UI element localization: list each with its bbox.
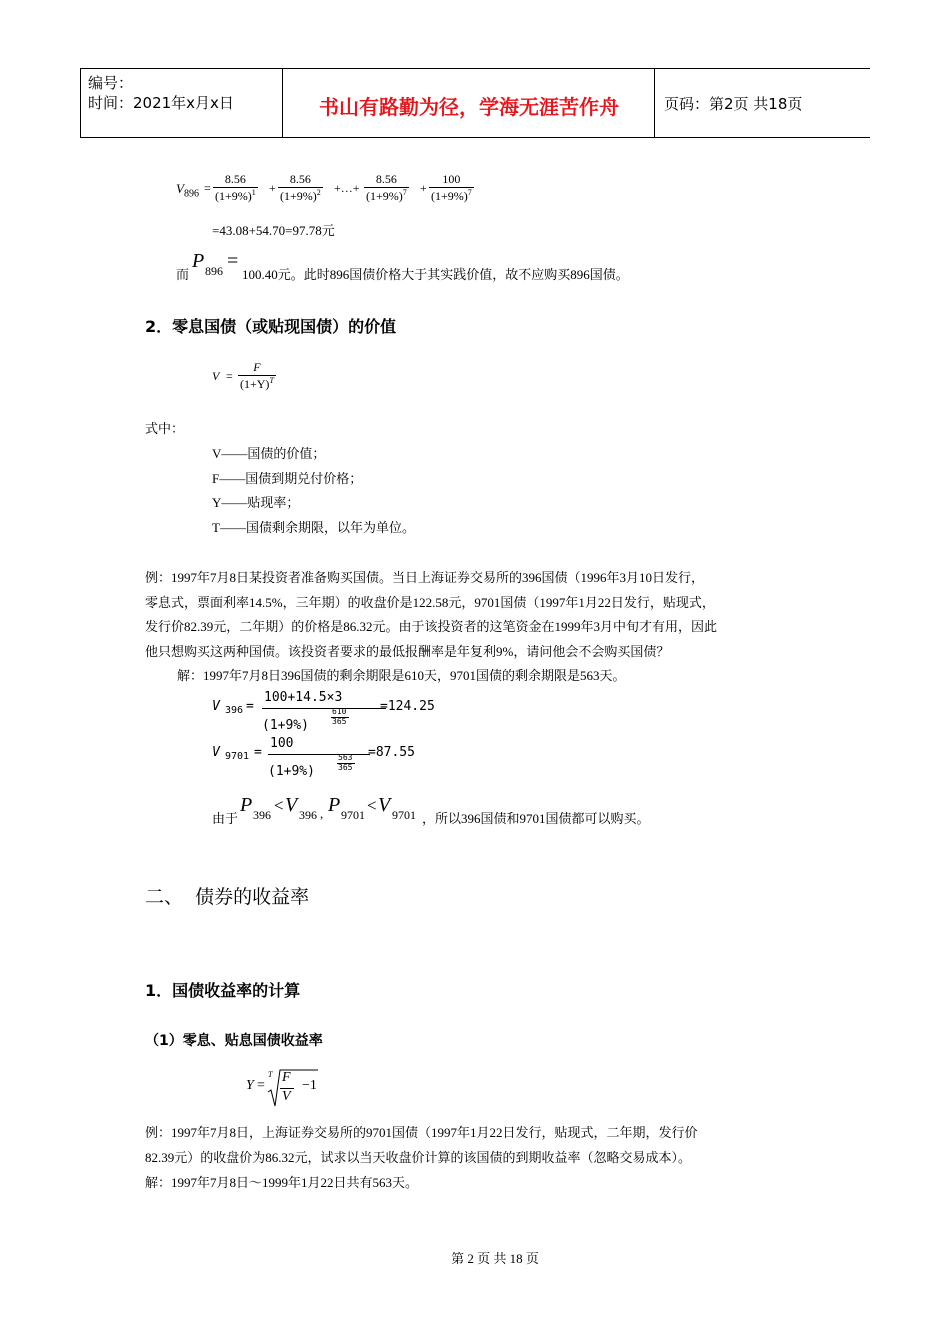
denominator-base: (1+9%) [431, 189, 468, 203]
formula-zero-coupon [212, 360, 312, 396]
fraction-numerator: 8.56 [224, 172, 246, 186]
minus-one: −1 [302, 1078, 317, 1093]
denominator-base: (1+Y) [240, 377, 270, 391]
fraction-bar [268, 754, 370, 755]
denominator-exponent: T [269, 376, 274, 385]
chapter-2-title: 二、 债券的收益率 [145, 886, 310, 908]
plus-sign: + [269, 181, 276, 195]
plus-ellipsis: +…+ [334, 181, 360, 195]
exponent-denominator: 365 [338, 763, 353, 772]
fraction-denominator [213, 188, 258, 204]
definition-item: V——国债的价值； [212, 446, 326, 461]
definition-item: F——国债到期兑付价格； [212, 470, 363, 486]
v-subscript: 9701 [225, 751, 250, 762]
fraction [238, 360, 276, 392]
radical-sign-icon [266, 1068, 326, 1108]
v-subscript: 896 [183, 188, 199, 200]
fraction-numerator: 100+14.5×3 [264, 690, 343, 705]
example-2-line: 解：1997年7月8日～1999年1月22日共有563天。 [145, 1175, 419, 1190]
p-symbol: P [192, 250, 205, 272]
header-time: 时间：2021年x月x日 [88, 94, 234, 112]
v-symbol: V [212, 369, 220, 383]
formula-result: =87.55 [368, 745, 415, 760]
denominator-base: (1+9%) [280, 189, 317, 203]
header-divider-2 [654, 69, 655, 137]
fraction-numerator: 100 [442, 172, 461, 186]
formula-v896 [176, 172, 506, 212]
where-label: 式中： [145, 421, 185, 436]
less-than-sign: < [367, 796, 377, 815]
fraction-denominator [278, 188, 323, 204]
example-1-line: 例：1997年7月8日某投资者准备购买国债。当日上海证券交易所的396国债（1996年3月10日发行， [145, 570, 705, 585]
p-subscript: 896 [205, 264, 223, 278]
fraction-term-2 [278, 172, 323, 204]
v-subscript: 9701 [392, 808, 416, 822]
p-subscript: 9701 [341, 808, 365, 822]
formula-v9701 [212, 736, 492, 780]
comma: , [320, 806, 324, 821]
fraction-numerator: F [253, 360, 261, 374]
header-page-info: 页码：第2页 共18页 [664, 95, 803, 113]
y-symbol: Y [246, 1078, 254, 1093]
formula-v896-lhs [176, 181, 199, 200]
example-1-line: 零息式，票面利率14.5%，三年期）的收盘价是122.58元，9701国债（1997年1月22日发行，贴现式， [145, 594, 715, 610]
definition-item: T——国债剩余期限，以年为单位。 [212, 519, 415, 535]
v-symbol: V [176, 181, 184, 196]
definition-item: Y——贴现率； [212, 495, 300, 510]
v-symbol: V [212, 745, 220, 760]
fraction-bar [262, 708, 386, 709]
equals-sign: = [227, 250, 239, 272]
v-symbol: V [285, 794, 298, 816]
page-header [80, 68, 870, 138]
equals-sign: = [226, 369, 233, 383]
denominator-base: (1+9%) [366, 189, 403, 203]
section-2-title: 2．零息国债（或贴现国债）的价值 [145, 317, 397, 336]
header-motto: 书山有路勤为径，学海无涯苦作舟 [319, 95, 619, 119]
solution-1: 解：1997年7月8日396国债的剩余期限是610天，9701国债的剩余期限是563天。 [177, 668, 626, 683]
fraction-numerator: 100 [270, 736, 294, 751]
fraction-numerator: 8.56 [375, 172, 397, 186]
p-symbol: P [240, 794, 253, 816]
header-number: 编号： [88, 74, 134, 92]
denominator-exponent: 2 [316, 188, 321, 197]
v-subscript: 396 [299, 808, 317, 822]
fraction-denominator [364, 188, 409, 204]
example-1 [145, 566, 825, 689]
fraction-numerator: F [282, 1070, 291, 1085]
fraction-numerator: 8.56 [289, 172, 311, 186]
exponent-numerator: 610 [332, 707, 347, 716]
equals-sign: = [246, 699, 254, 714]
denominator-base: (1+9%) [215, 189, 252, 203]
p896-line [176, 252, 776, 282]
example-2 [145, 1120, 825, 1195]
v-symbol: V [378, 794, 391, 816]
header-meta [88, 73, 234, 113]
header-border-left [80, 69, 81, 137]
formula-v396 [212, 690, 492, 734]
example-1-line: 发行价82.39元，二年期）的价格是86.32元。由于该投资者的这笔资金在1999年3月中旬才有用，因此 [145, 619, 718, 634]
definition-list [212, 442, 415, 540]
v-subscript: 396 [225, 705, 244, 716]
denominator-base: (1+9%) [268, 764, 315, 779]
p-symbol: P [328, 794, 341, 816]
denominator-exponent: 7 [402, 188, 407, 197]
exponent-denominator: 365 [332, 717, 347, 726]
p896-prefix: 而 [176, 267, 190, 282]
section-2-1-title: 1．国债收益率的计算 [145, 981, 301, 1000]
example-2-line: 例：1997年7月8日，上海证券交易所的9701国债（1997年1月22日发行，贴现式，二年期，发行价 [145, 1125, 698, 1140]
conclusion-prefix: 由于 [212, 811, 239, 826]
root-index: T [268, 1070, 273, 1079]
fraction-term-4 [429, 172, 474, 204]
denominator-exponent: 7 [467, 188, 472, 197]
subsection-1-title: （1）零息、贴息国债收益率 [145, 1033, 323, 1049]
fraction-denominator: V [282, 1089, 291, 1104]
v-symbol: V [212, 699, 220, 714]
fraction-term-1 [213, 172, 258, 204]
conclusion-1 [212, 796, 812, 826]
exponent-numerator: 563 [338, 753, 353, 762]
denominator-base: (1+9%) [262, 718, 309, 733]
formula-v896-result: =43.08+54.70=97.78元 [212, 223, 335, 238]
fraction-term-3 [364, 172, 409, 204]
fraction-denominator [429, 188, 474, 204]
equals-sign: = [257, 1078, 265, 1093]
plus-sign: + [420, 181, 427, 195]
header-divider-1 [282, 69, 283, 137]
equals-sign: = [254, 745, 262, 760]
p896-text: 100.40元。此时896国债价格大于其实践价值，故不应购买896国债。 [242, 267, 629, 282]
example-2-line: 82.39元）的收盘价为86.32元，试求以当天收盘价计算的该国债的到期收益率（忽略交易成本）。 [145, 1150, 692, 1165]
formula-yield [246, 1066, 336, 1108]
equals-sign: = [204, 181, 211, 195]
formula-result: =124.25 [380, 699, 435, 714]
conclusion-text: ，所以396国债和9701国债都可以购买。 [422, 811, 650, 826]
denominator-exponent: 1 [251, 188, 256, 197]
page-footer: 第 2 页 共 18 页 [451, 1251, 539, 1266]
p-subscript: 396 [253, 808, 271, 822]
fraction-denominator [238, 376, 276, 392]
example-1-line: 他只想购买这两种国债。该投资者要求的最低报酬率是年复利9%，请问他会不会购买国债？ [145, 643, 670, 659]
less-than-sign: < [274, 796, 284, 815]
